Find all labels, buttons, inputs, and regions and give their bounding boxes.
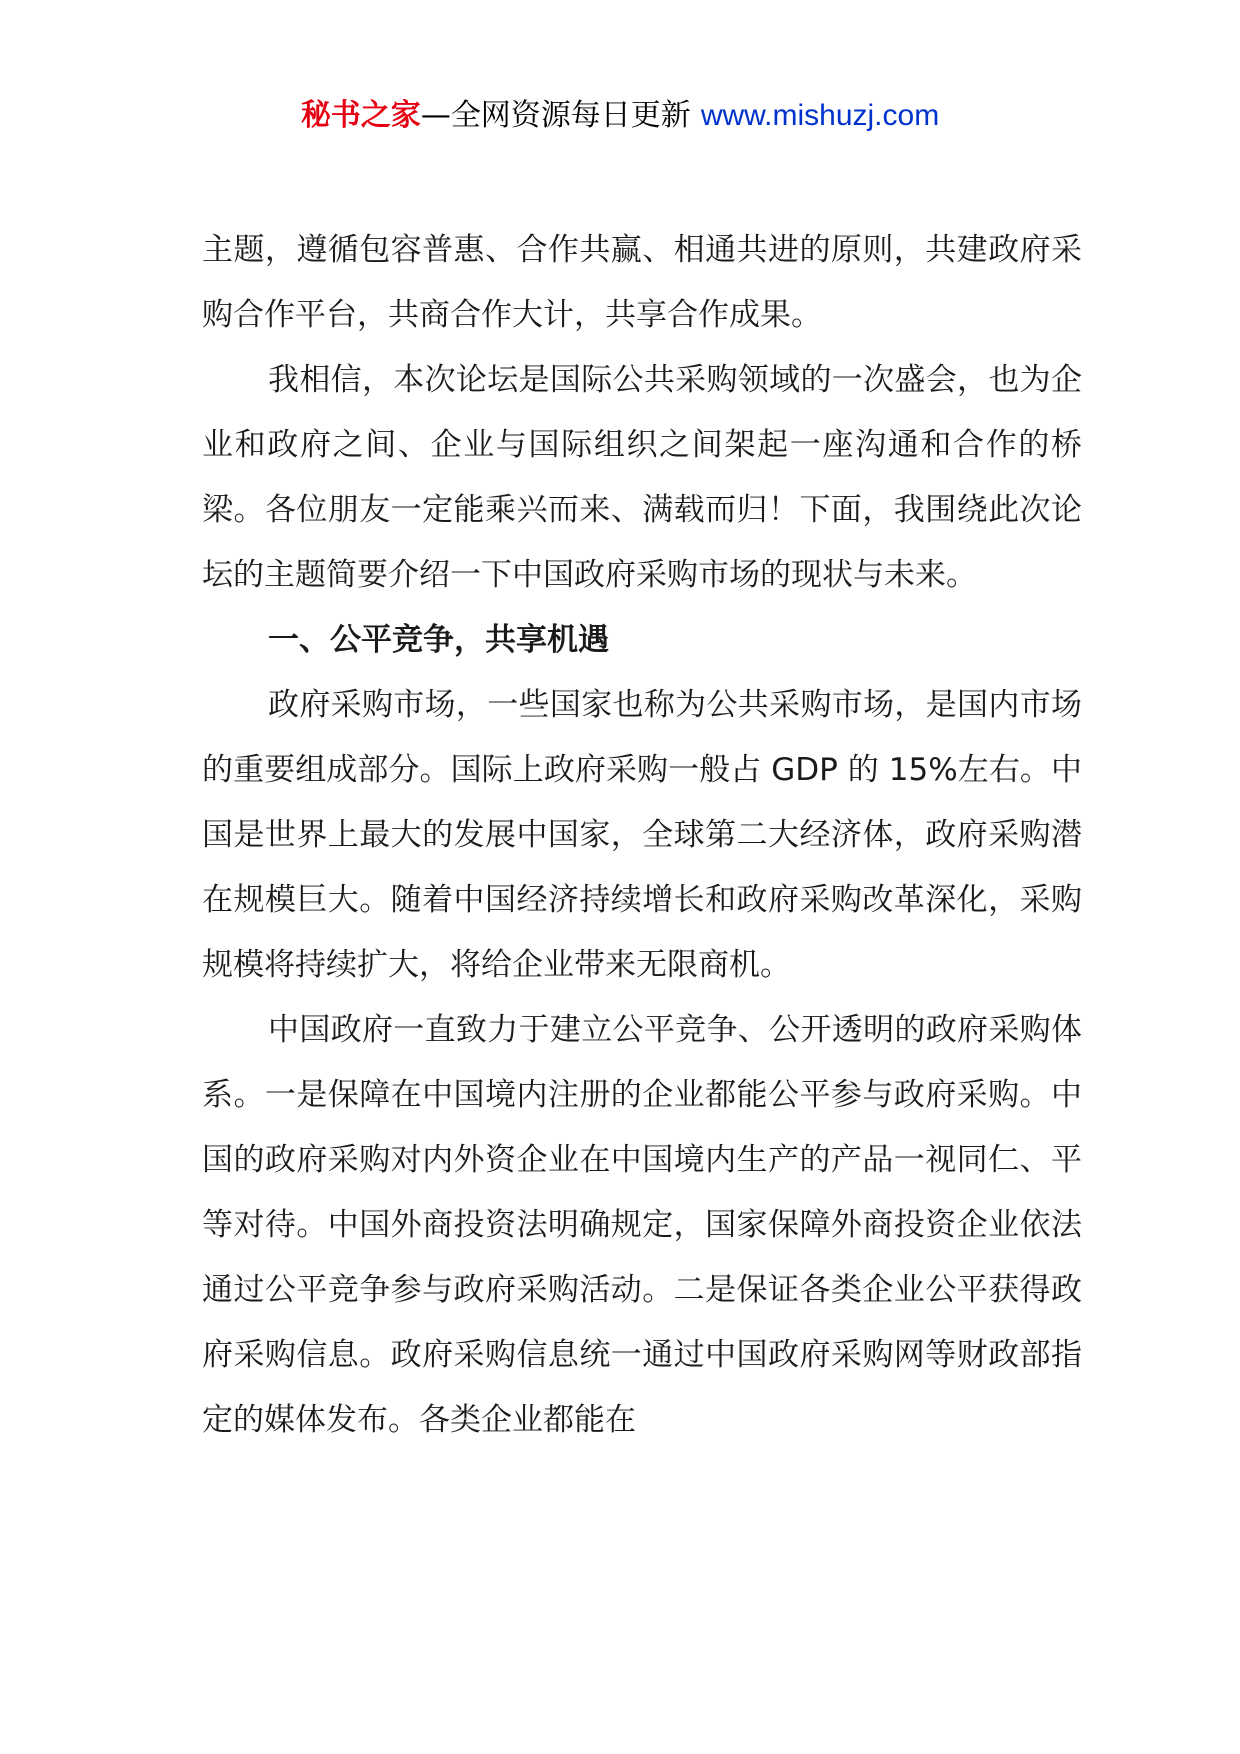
brand-name: 秘书之家 (300, 98, 421, 133)
paragraph-continuation: 主题，遵循包容普惠、合作共赢、相通共进的原则，共建政府采购合作平台，共商合作大计，共享合作成果。 (202, 232, 1082, 333)
page-header (0, 96, 1240, 136)
paragraph: 中国政府一直致力于建立公平竞争、公开透明的政府采购体系。一是保障在中国境内注册的企业都能公平参与政府采购。中国的政府采购对内外资企业在中国境内生产的产品一视同仁、平等对待。中国外商投资法明确规定，国家保障外商投资企业依法通过公平竞争参与政府采购活动。二是保证各类企业公平获得政府采购信息。政府采购信息统一通过中国政府采购网等财政部指定的媒体发布。各类企业都能在 (202, 1012, 1082, 1438)
header-tagline: —全网资源每日更新 (420, 98, 691, 133)
paragraph: 我相信，本次论坛是国际公共采购领域的一次盛会，也为企业和政府之间、企业与国际组织之间架起一座沟通和合作的桥梁。各位朋友一定能乘兴而来、满载而归！下面，我围绕此次论坛的主题简要介绍一下中国政府采购市场的现状与未来。 (202, 362, 1082, 593)
paragraph: 政府采购市场，一些国家也称为公共采购市场，是国内市场的重要组成部分。国际上政府采购一般占 GDP 的 15%左右。中国是世界上最大的发展中国家，全球第二大经济体，政府采购潜在规模巨大。随着中国经济持续增长和政府采购改革深化，采购规模将持续扩大，将给企业带来无限商机。 (202, 687, 1082, 983)
header-url[interactable]: www.mishuzj.com (700, 99, 940, 132)
section-heading: 一、公平竞争，共享机遇 (268, 622, 609, 658)
document-body (202, 218, 1082, 1453)
